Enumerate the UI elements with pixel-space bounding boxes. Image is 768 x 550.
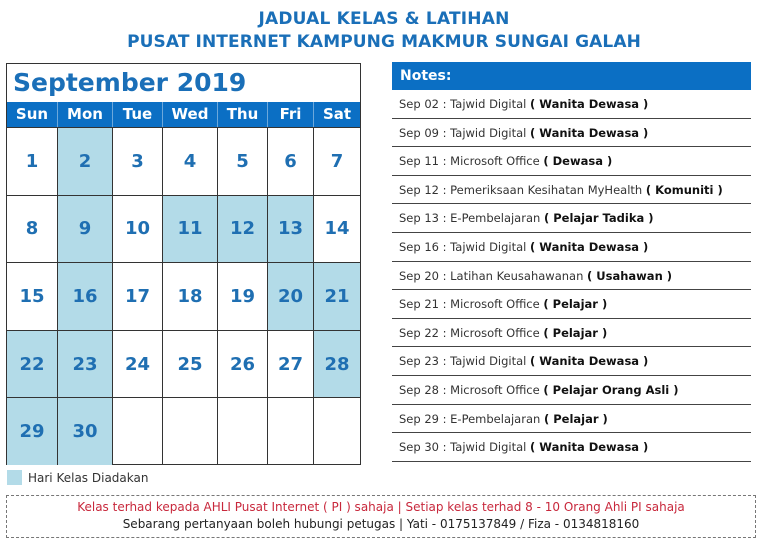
calendar-week xyxy=(7,195,360,263)
day-cell-21: 21 xyxy=(313,263,360,330)
day-cell-15: 15 xyxy=(19,285,45,307)
day-cell-5: 5 xyxy=(217,128,267,195)
day-cell-27: 27 xyxy=(267,331,313,398)
note-text: Sep 29 : E-Pembelajaran xyxy=(399,411,544,426)
weekday-thu: Thu xyxy=(217,102,267,127)
note-text: Sep 30 : Tajwid Digital xyxy=(399,440,531,455)
weekday-header xyxy=(7,102,360,127)
note-item xyxy=(392,176,751,205)
note-item xyxy=(392,119,751,148)
day-cell-30: 30 xyxy=(57,398,112,465)
note-item xyxy=(392,290,751,319)
day-cell-14: 14 xyxy=(313,196,360,263)
note-audience: ( Pelajar ) xyxy=(543,325,608,340)
day-cell-1: 1 xyxy=(25,150,39,172)
day-cell-9: 9 xyxy=(57,196,112,263)
month-title: September 2019 xyxy=(13,68,247,97)
note-item xyxy=(392,347,751,376)
day-cell-empty xyxy=(267,398,313,465)
page-subtitle: PUSAT INTERNET KAMPUNG MAKMUR SUNGAI GALAH xyxy=(127,32,641,52)
note-audience: ( Wanita Dewasa ) xyxy=(530,125,649,140)
day-cell-26: 26 xyxy=(217,331,267,398)
note-audience: ( Usahawan ) xyxy=(587,268,673,283)
note-audience: ( Pelajar Orang Asli ) xyxy=(543,382,679,397)
day-cell-empty xyxy=(162,398,217,465)
calendar-grid xyxy=(7,127,360,465)
note-item xyxy=(392,433,751,462)
note-text: Sep 11 : Microsoft Office xyxy=(399,154,544,169)
note-text: Sep 16 : Tajwid Digital xyxy=(399,239,531,254)
day-cell-18: 18 xyxy=(162,263,217,330)
weekday-mon: Mon xyxy=(57,102,112,127)
note-item xyxy=(392,90,751,119)
day-cell-11: 11 xyxy=(162,196,217,263)
legend-label: Hari Kelas Diadakan xyxy=(28,470,149,485)
weekday-wed: Wed xyxy=(162,102,217,127)
day-cell-3: 3 xyxy=(112,128,162,195)
note-item xyxy=(392,233,751,262)
note-text: Sep 02 : Tajwid Digital xyxy=(399,97,531,111)
weekday-sun: Sun xyxy=(15,105,49,123)
calendar-week xyxy=(7,330,360,398)
day-cell-28: 28 xyxy=(313,331,360,398)
notes-panel xyxy=(392,62,751,462)
day-cell-2: 2 xyxy=(57,128,112,195)
note-audience: ( Wanita Dewasa ) xyxy=(530,239,649,254)
day-cell-7: 7 xyxy=(313,128,360,195)
day-cell-13: 13 xyxy=(267,196,313,263)
day-cell-16: 16 xyxy=(57,263,112,330)
note-text: Sep 22 : Microsoft Office xyxy=(399,325,544,340)
note-item xyxy=(392,262,751,291)
day-cell-29: 29 xyxy=(7,398,57,465)
day-cell-23: 23 xyxy=(57,331,112,398)
note-audience: ( Wanita Dewasa ) xyxy=(530,97,649,111)
legend-swatch-icon xyxy=(7,470,22,485)
note-text: Sep 28 : Microsoft Office xyxy=(399,382,544,397)
note-audience: ( Komuniti ) xyxy=(645,182,723,197)
note-text: Sep 20 : Latihan Keusahawanan xyxy=(399,268,588,283)
note-audience: ( Pelajar ) xyxy=(543,411,608,426)
footer-restriction-text: Kelas terhad kepada AHLI Pusat Internet ( PI ) sahaja | Setiap kelas terhad 8 - 10 Orang Ahli PI sahaja xyxy=(77,500,685,514)
note-item xyxy=(392,147,751,176)
day-cell-12: 12 xyxy=(217,196,267,263)
note-item xyxy=(392,376,751,405)
note-item xyxy=(392,204,751,233)
day-cell-25: 25 xyxy=(162,331,217,398)
note-text: Sep 13 : E-Pembelajaran xyxy=(399,211,544,226)
day-cell-10: 10 xyxy=(112,196,162,263)
day-cell-8: 8 xyxy=(25,218,39,240)
day-cell-22: 22 xyxy=(7,331,57,398)
calendar xyxy=(6,63,361,465)
note-audience: ( Pelajar Tadika ) xyxy=(543,211,654,226)
note-item xyxy=(392,405,751,434)
calendar-week xyxy=(7,262,360,330)
day-cell-empty xyxy=(112,398,162,465)
note-audience: ( Wanita Dewasa ) xyxy=(530,440,649,455)
calendar-week xyxy=(7,397,360,465)
note-text: Sep 23 : Tajwid Digital xyxy=(399,354,531,369)
page-title: JADUAL KELAS & LATIHAN xyxy=(258,9,510,29)
note-item xyxy=(392,319,751,348)
day-cell-6: 6 xyxy=(267,128,313,195)
legend xyxy=(7,470,148,485)
calendar-week xyxy=(7,127,360,195)
footer-notice xyxy=(6,495,756,538)
weekday-tue: Tue xyxy=(112,102,162,127)
day-cell-empty xyxy=(313,398,360,465)
note-audience: ( Dewasa ) xyxy=(543,154,613,169)
note-text: Sep 21 : Microsoft Office xyxy=(399,297,544,312)
notes-header: Notes: xyxy=(392,62,751,90)
weekday-fri: Fri xyxy=(267,102,313,127)
notes-list xyxy=(392,90,751,462)
weekday-sat: Sat xyxy=(313,102,360,127)
day-cell-17: 17 xyxy=(112,263,162,330)
note-text: Sep 09 : Tajwid Digital xyxy=(399,125,531,140)
day-cell-20: 20 xyxy=(267,263,313,330)
day-cell-empty xyxy=(217,398,267,465)
note-text: Sep 12 : Pemeriksaan Kesihatan MyHealth xyxy=(399,182,646,197)
note-audience: ( Wanita Dewasa ) xyxy=(530,354,649,369)
note-audience: ( Pelajar ) xyxy=(543,297,608,312)
day-cell-24: 24 xyxy=(112,331,162,398)
footer-contact-text: Sebarang pertanyaan boleh hubungi petugas | Yati - 0175137849 / Fiza - 0134818160 xyxy=(122,517,640,531)
day-cell-4: 4 xyxy=(162,128,217,195)
day-cell-19: 19 xyxy=(217,263,267,330)
